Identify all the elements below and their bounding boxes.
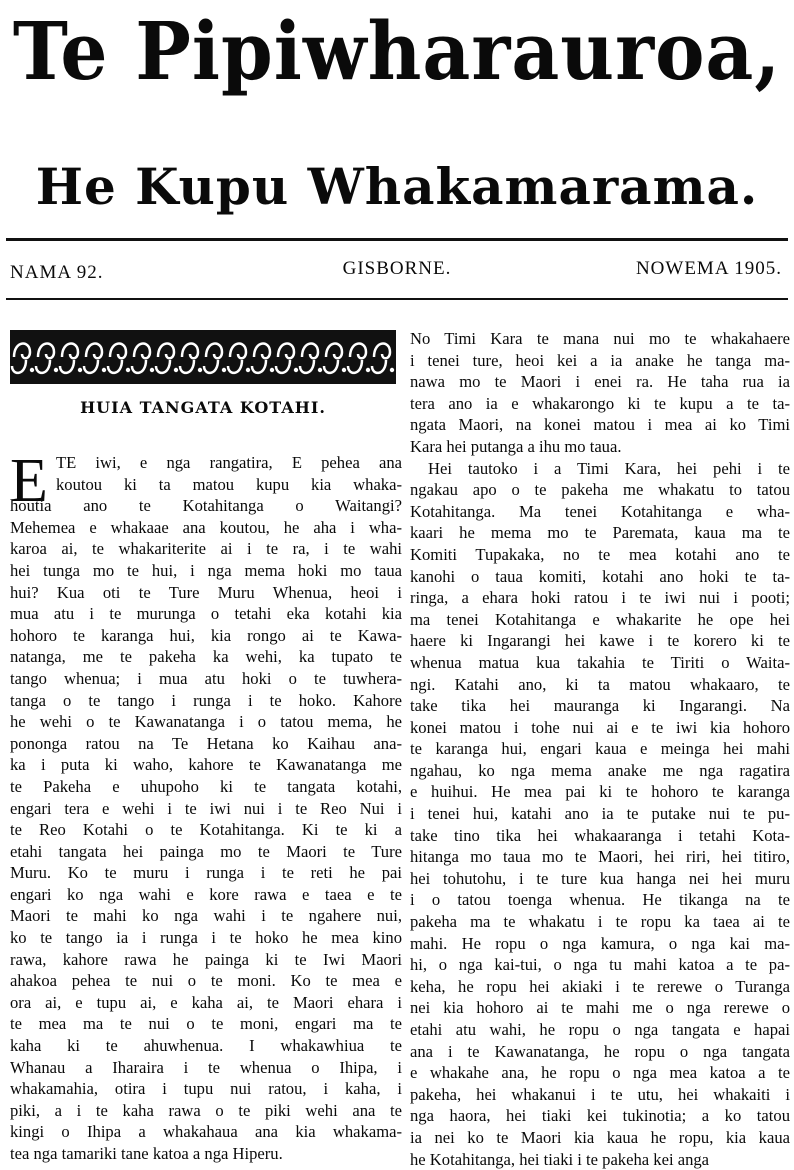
drop-cap: E — [10, 447, 48, 515]
text-line: he Kotahitanga, hei tiaki i te pakeha kei anga — [410, 1149, 710, 1169]
text-line: hei tohutohu, i te ture kua hanga nei hei muru — [410, 868, 790, 888]
text-line: nga haora, hei tiaki kei tukinotia; a ko tatou — [410, 1106, 790, 1126]
article-column-left — [10, 447, 402, 1165]
text-line: hi, o nga kai-tui, o nga tu mahi katoa a te pa- — [410, 955, 790, 975]
text-line: ngahau, ko nga mema anake me nga ragatira — [410, 760, 790, 780]
text-line: e whakahe ana, he ropu o nga mea katoa a te — [410, 1063, 790, 1083]
issue-number: NAMA 92. — [10, 262, 104, 283]
text-line: Kotahitanga. Ma tenei Kotahitanga e wha- — [410, 501, 790, 521]
text-line: Whanau a Iharaira i te whenua o Ihipa, i — [10, 1057, 402, 1077]
text-line: karoa ai, te whakariterite ai i te ra, i te wahi — [10, 539, 402, 559]
masthead-rule-bottom — [6, 298, 788, 300]
text-line: he wehi o te Kawanatanga i o tatou mema, he — [10, 712, 402, 732]
text-line: Hei tautoko i a Timi Kara, hei pehi i te — [428, 458, 790, 478]
text-line: ngata Maori, na konei matou i mea ai ko Timi — [410, 415, 790, 435]
text-line: mua atu i te murunga o tetahi eka kotahi kia — [10, 604, 402, 624]
text-line: hohoro te karanga hui, kia rongo ai te Kawa- — [10, 625, 402, 645]
text-line: whenua matua kua takahia te Tiriti o Waita- — [410, 652, 790, 672]
text-line: Maori te mahi ko nga wahi i te ngahere nui, — [10, 906, 402, 926]
text-line: kaha ki te ahuwhenua. I whakawhiua te — [10, 1036, 402, 1056]
text-line: kingi o Ihipa a whakahaua ana kia whakama- — [10, 1122, 402, 1142]
text-line: i tenei ture, heoi kei a ia anake he tanga ma- — [410, 350, 790, 370]
text-line: ia nei ko te Maori kia kaua he ropu, kia kaua — [410, 1127, 790, 1147]
text-line: keha, he ropu hei akiaki i te rerewe o Turanga — [410, 976, 790, 996]
text-line: engari tera e wehi i te iwi nui i te Reo Nui i — [10, 798, 402, 818]
text-line: ahakoa pehea te nui o te moni. Ko te mea e — [10, 971, 402, 991]
text-line: i o tatou toenga whenua. He tikanga na te — [410, 890, 790, 910]
text-line: etahi atu wahi, he ropu o nga tangata e hapai — [410, 1020, 790, 1039]
text-line: i tenei hui, katahi ano ia te putake nui te pu- — [410, 804, 790, 824]
text-line: etahi tangata hei painga mo te Maori te Ture — [10, 841, 402, 861]
text-line: e huihui. He mea pai ki te hohoro te karanga — [410, 782, 790, 802]
text-line: ora ai, e tupu ai, e kaha ai, te Maori ehara i — [10, 992, 402, 1012]
text-line: natanga, me te pakeha ka wehi, ka tupato te — [10, 647, 402, 667]
text-line: Mehemea e whakaae ana koutou, he aha i wha- — [10, 517, 402, 537]
text-line: koutou ki ta matou kupu kia whaka- — [56, 474, 402, 494]
masthead-rule-top — [6, 238, 788, 241]
text-line: tera ano ia e whakarongo ki te kupu a te ta- — [410, 393, 790, 413]
text-line: rawa, kahore rawa he painga ki te Iwi Maori — [10, 949, 402, 969]
text-line: Komiti Tupakaka, no te mea kotahi ano te — [410, 544, 790, 564]
text-line: te Reo Kotahi o te Kotahitanga. Ki te ki a — [10, 820, 402, 840]
text-line: kaari he mema mo te Paremata, kaua ma te — [410, 523, 790, 543]
text-line: te mea ma te nui o te moni, engari ma te — [10, 1014, 402, 1034]
text-line: ka i puta ki waho, kahore te Kawanatanga me — [10, 755, 402, 775]
masthead-title: Te Pipiwharauroa, — [12, 5, 782, 99]
text-line: Kara hei putanga a ihu mo taua. — [410, 436, 622, 456]
text-line: ngi. Katahi ano, ki ta matou whakaaro, te — [410, 674, 790, 694]
text-line: pononga ratou na Te Hetana ko Kaihau ana- — [10, 733, 402, 753]
text-line: ko te tango ia i runga i te hoko he mea kino — [10, 928, 402, 948]
text-line: No Timi Kara te mana nui mo te whakahaere — [410, 329, 790, 348]
text-line: tango whenua; i mua atu hoki o te tuwhera- — [10, 668, 402, 688]
text-line: te karanga hui, engari kaua e meinga hei mahi — [410, 739, 790, 759]
text-line: pakeha, hei whakanui i te utu, hei whakaiti i — [410, 1084, 790, 1104]
text-line: tea nga tamariki tane katoa a nga Hiperu. — [10, 1144, 283, 1163]
text-line: ngakau apo o te pakeha me whakatu to tatou — [410, 480, 790, 500]
text-line: engari ko nga wahi e kore rawa e taea e te — [10, 884, 402, 904]
text-line: hei tunga mo te hui, i nga mema hoki mo taua — [10, 560, 402, 580]
article-column-right — [410, 328, 790, 1170]
text-line: konei matou i tohe nui ai e te iwi kia hohoro — [410, 717, 790, 737]
text-line: mahi. He ropu o nga kamura, o nga kai ma- — [410, 933, 790, 953]
text-line: tanga o te tango i runga i te hoko. Kahore — [10, 690, 402, 710]
masthead-subtitle: He Kupu Whakamarama. — [35, 157, 759, 216]
issue-date: NOWEMA 1905. — [635, 258, 782, 279]
text-line: te Pakeha e uhupoho ki te tangata kotahi, — [10, 776, 402, 796]
text-line: haere ki Ingarangi hei kawe i te korero ki te — [410, 631, 790, 651]
text-line: nei kia hohoro ai te mahi me o nga rerewe o — [410, 998, 790, 1018]
text-line: hui? Kua oti te Ture Muru Whenua, heoi i — [10, 582, 402, 602]
text-line: whakamahia, otira i tupu nui ratou, i kaha, i — [10, 1079, 402, 1099]
text-line: Muru. Ko te muru i runga i te reti he pai — [10, 863, 402, 883]
text-line: take tino tika hei whakaaranga i tetahi Kota- — [410, 825, 790, 845]
text-line: houtia ano te Kotahitanga o Waitangi? — [10, 496, 402, 516]
text-line: pakeha ma te whakatu i te ropu ka taea ai te — [410, 912, 790, 932]
text-line: ana i te Kawanatanga, he ropu o nga tangata — [410, 1041, 790, 1061]
text-line: nawa mo te Maori i enei ra. He taha rua ia — [410, 372, 790, 392]
text-line: hitanga mo taua mo te Maori, hei riri, hei titiro, — [410, 847, 790, 867]
text-line: kanohi o taua komiti, kotahi ano hoki te ta- — [410, 566, 790, 586]
text-line: piki, a i te kaha rawa o te piki wehi ana te — [10, 1100, 402, 1120]
text-line: TE iwi, e nga rangatira, E pehea ana — [56, 453, 402, 472]
text-line: ringa, a ehara hoki ratou i te iwi nui i pooti; — [410, 588, 790, 608]
issue-place: GISBORNE. — [342, 258, 452, 279]
text-line: ma tenei Kotahitanga e whakarite he ope hei — [410, 609, 790, 629]
text-line: take tika hei mauranga ki Ingarangi. Na — [410, 696, 790, 716]
decorative-border-ornament — [10, 330, 396, 384]
article-headline: HUIA TANGATA KOTAHI. — [80, 398, 326, 417]
